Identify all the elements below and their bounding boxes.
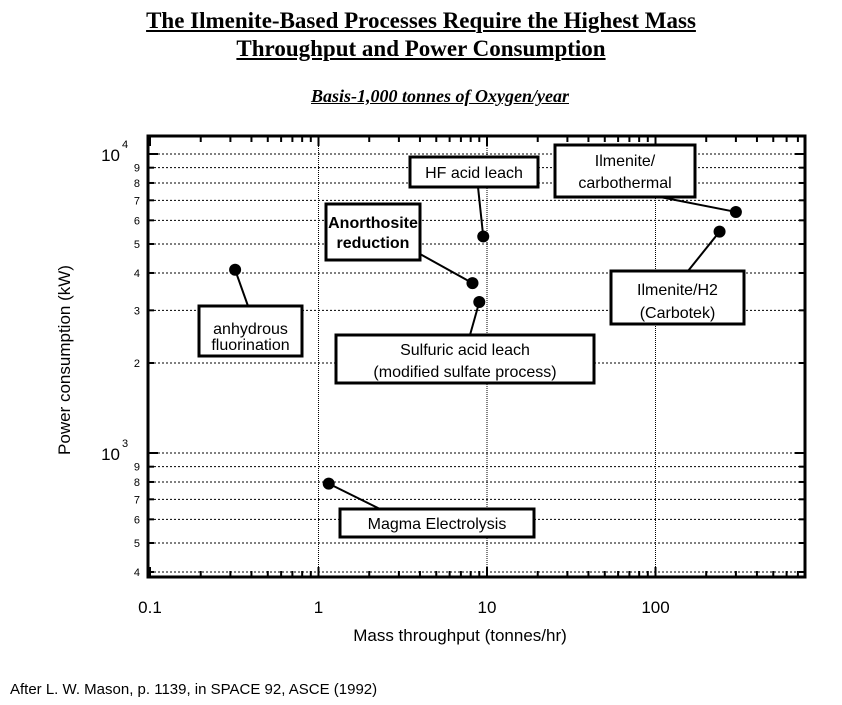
y-minor-tick-label: 4: [133, 566, 140, 579]
y-minor-tick-label: 3: [133, 305, 140, 318]
magma-electrolysis-point: [323, 478, 335, 490]
hf-acid-leach-point: [477, 230, 489, 242]
y-tick-label: 10: [101, 445, 120, 464]
y-tick-label-exponent: 3: [122, 438, 129, 450]
y-minor-tick-label: 5: [133, 239, 140, 252]
ilmenite-carbothermal-point: [730, 206, 742, 218]
sulfuric-acid-leach-point: [473, 296, 485, 308]
footnote: After L. W. Mason, p. 1139, in SPACE 92, ASCE (1992): [10, 681, 378, 698]
ilmenite-carbothermal-label: Ilmenite/: [594, 153, 656, 170]
magma-electrolysis-leader-line: [329, 484, 380, 509]
anorthosite-reduction-label: reduction: [336, 235, 410, 252]
chart-title-line-2: Throughput and Power Consumption: [236, 36, 606, 61]
x-tick-label: 100: [641, 598, 670, 617]
y-minor-tick-label: 8: [133, 476, 140, 489]
y-minor-tick-label: 7: [133, 195, 140, 208]
anhydrous-fluorination-point: [229, 264, 241, 276]
hf-acid-leach-label: HF acid leach: [425, 165, 523, 182]
x-tick-label: 0.1: [138, 598, 162, 617]
y-minor-tick-label: 6: [133, 514, 140, 527]
x-tick-label: 10: [477, 598, 497, 617]
y-minor-tick-label: 9: [133, 162, 140, 175]
y-axis-label: Power consumption (kW): [55, 265, 74, 455]
hf-acid-leach-leader-line: [478, 187, 483, 236]
ilmenite-h2-label: (Carbotek): [639, 305, 716, 322]
y-minor-tick-label: 6: [133, 215, 140, 228]
anhydrous-fluorination-label: anhydrous: [213, 321, 288, 338]
y-minor-tick-label: 4: [133, 267, 140, 280]
ilmenite-h2-leader-line: [688, 232, 720, 271]
x-axis-label: Mass throughput (tonnes/hr): [353, 626, 567, 645]
anorthosite-reduction-leader-line: [420, 254, 472, 283]
anhydrous-fluorination-label: fluorination: [211, 337, 290, 354]
y-minor-tick-label: 9: [133, 461, 140, 474]
y-minor-tick-label: 2: [133, 357, 140, 370]
chart-subtitle: Basis-1,000 tonnes of Oxygen/year: [311, 86, 569, 106]
y-minor-tick-label: 5: [133, 538, 140, 551]
ilmenite-h2-label: Ilmenite/H2: [637, 282, 718, 299]
y-tick-label-exponent: 4: [122, 139, 129, 151]
anorthosite-reduction-label: Anorthosite: [328, 215, 418, 232]
sulfuric-acid-leach-label: Sulfuric acid leach: [400, 342, 530, 359]
sulfuric-acid-leach-label: (modified sulfate process): [373, 364, 557, 381]
ilmenite-carbothermal-leader-line: [660, 197, 736, 212]
y-tick-label: 10: [101, 146, 120, 165]
ilmenite-carbothermal-label: carbothermal: [578, 175, 672, 192]
y-minor-tick-label: 8: [133, 177, 140, 190]
x-tick-label: 1: [313, 598, 324, 617]
magma-electrolysis-label: Magma Electrolysis: [367, 516, 507, 533]
chart-title-line-1: The Ilmenite-Based Processes Require the Highest Mass: [146, 8, 696, 33]
anorthosite-reduction-point: [466, 277, 478, 289]
y-minor-tick-label: 7: [133, 494, 140, 507]
ilmenite-h2-point: [714, 226, 726, 238]
